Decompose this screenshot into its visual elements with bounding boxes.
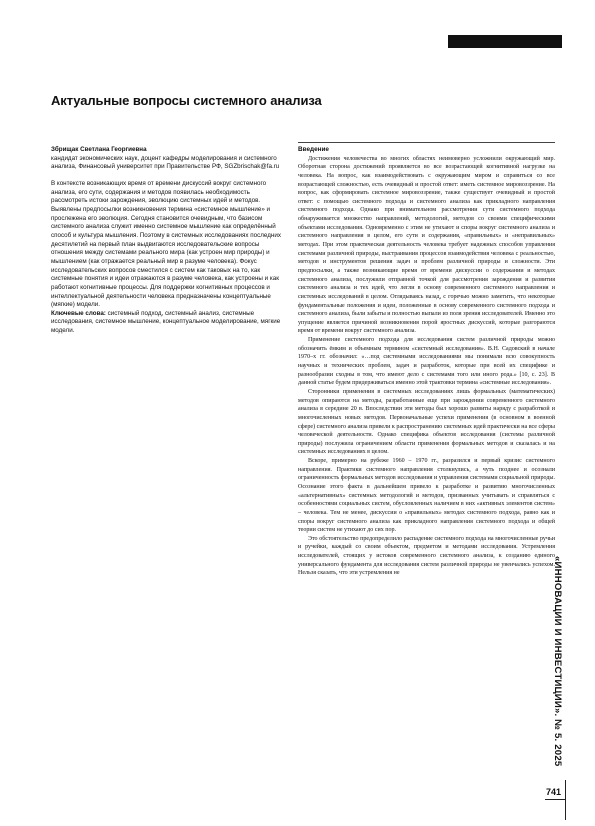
intro-heading: Введение	[298, 146, 329, 153]
body-paragraph: Достижения человечества во многих областях неимоверно усложнили окружающий мир. Оборотная сторона достижений проявляется во все возрастающей когнитивной нагрузке на человека. На вопрос, как взаимодействовать с окружающим миром и справиться со все возрастающей сложностью, есть очевидный и простой ответ: иметь системное мировоззрение. На вопрос, как сформировать системное мировоззрение, также существует очевидный и простой ответ: с помощью системного подхода и системного анализа как прикладного направления системного подхода. Однако при внимательном рассмотрении сути системного подхода обнаруживается множество направлений, методологий, методов со своими специфическими объектами исследования. Одновременно с этим не утихают и споры вокруг системного анализа и системного направления в целом, его сути и содержания, «правильных» и «неправильных» методах. При этом практическая деятельность человека требует надежных способов управления системами различной природы, выстраивания процессов взаимодействия человека с реальностью, методов и инструментов решения задач и проблем различной природы и сложности. Эти предпосылки, а также возникающие время от времени дискуссии о содержании и методах системного анализа, послужили отправной точкой для рассмотрения зарождения и развития системного анализа и тех идей, что легли в основу современного системного направления и системных исследований в целом. Оглядываясь назад, с горечью можно заметить, что некоторые фундаментальные положения и идеи, положенные в основу современного системного подхода и системного анализа, были забыты и полностью выпали из поля зрения исследователей. Именно это упущение является причиной возникновения порой яростных дискуссий, которые разгораются время от времени вокруг системного анализа.	[298, 155, 555, 335]
author-abstract-column	[51, 146, 288, 336]
keywords-text: системный подход, системный анализ, системные исследования, системное мышление, концептуальное моделирование, мягкие модели.	[51, 309, 281, 335]
header-bar	[448, 35, 562, 48]
column-rule	[298, 142, 555, 143]
author-name: Збрищак Светлана Георгиевна	[51, 146, 147, 153]
body-paragraph: Вскоре, примерно на рубеже 1960 – 1970 гг., разразился и первый кризис системного направления. Практики системного направления столкнулись, а чуть позднее и осознали ограниченность формальных методов исследования и управления системами социальной природы. Осознание этого факта в дальнейшем привело к разработке и развитию многочисленных «альтернативных» системных методологий и методов, призванных учитывать и справляться с особенностями социальных систем, обусловленных наличием в них «активных элементов систем» – человека. Тем не менее, дискуссии о «правильных» методах системного подхода, равно как и споры вокруг системного анализа как прикладного направления системного подхода и общей теории систем не утихают до сих пор.	[298, 458, 555, 534]
keywords	[51, 310, 288, 336]
body-paragraph: Это обстоятельство предопределило распадение системного подхода на многочисленные ручьи и ручейки, каждый со своим объектом, предметом и методами исследования. Устремления исследователей, стоящих у истоков современного системного анализа, к созданию единого универсального фундамента для исследования систем различной природы не увенчались успехом. Нельзя сказать, что эти устремления не	[298, 535, 555, 577]
page-number: 741	[546, 787, 562, 797]
keywords-label: Ключевые слова:	[51, 309, 106, 317]
body-paragraph: Сторонники применения в системных исследованиях лишь формальных (математических) методов опираются на методы, разработанные еще при зарождении современного системного анализа в середине 20 в. Впоследствии эти методы был хорошо развиты наряду с разработкой и многочисленных новых методов. Первоначальные успехи применения (в основном в военной сфере) системного анализа привели к распространению системных идей практически на все сферы человеческой деятельности. Однако специфика объектов исследования (системы различной природы) послужила ограничением области применения формальных методов и сказалась и на системных исследованиях в целом.	[298, 388, 555, 456]
body-paragraph: Применение системного подхода для исследования систем различной природы можно обозначить ёмким и объемным термином «системный исследования». В.Н. Садовский в начале 1970–х гг. обозначил: «…под системными исследованиями мы понимали всю совокупность научных и технических проблем, задач и разработок, которые при всей их специфике и разнообразии сходны в том, что имеют дело с системами того или иного рода.» [10, с. 23]. В данной статье будем придерживаться именно этой трактовки термина «системные исследования».	[298, 337, 555, 387]
footer-horizontal-rule	[545, 799, 566, 800]
article-title: Актуальные вопросы системного анализа	[51, 93, 322, 108]
author-affiliation: кандидат экономических наук, доцент кафедры моделирования и системного анализа, Финансовый университет при Правительстве РФ, SGZbrischak@fa.ru	[51, 154, 280, 171]
journal-name: «ИННОВАЦИИ И ИНВЕСТИЦИИ». № 5. 2025	[552, 556, 563, 767]
footer-vertical-rule	[565, 780, 566, 820]
abstract: В контексте возникающих время от времени дискуссий вокруг системного анализа, его сути, содержания и методов появилась необходимость рассмотреть истоки зарождения, эволюцию системных идей и методов. Выявлены предпосылки возникновения термина «системное мышление» и прослежена его эволюция. Сегодня становится очевидным, что базисом системного анализа служит именно системное мышление как определённый способ и культура мышления. Поэтому в системных исследованиях последних десятилетий на первый план выдвигаются исследовательские вопросы отношения между системами реального мира (как устроен мир природы) и мышлением (как отражается реальный мир в разуме человека). Фокус исследовательских вопросов сместился с систем как таковых на то, как системные понятия и идеи отражаются в разуме человека, как устроены и как работают когнитивные процессы. Для поддержки когнитивных процессов и интеллектуальной деятельности человека предназначены концептуальные (мягкие) модели.	[51, 179, 281, 309]
body-column	[298, 146, 555, 578]
